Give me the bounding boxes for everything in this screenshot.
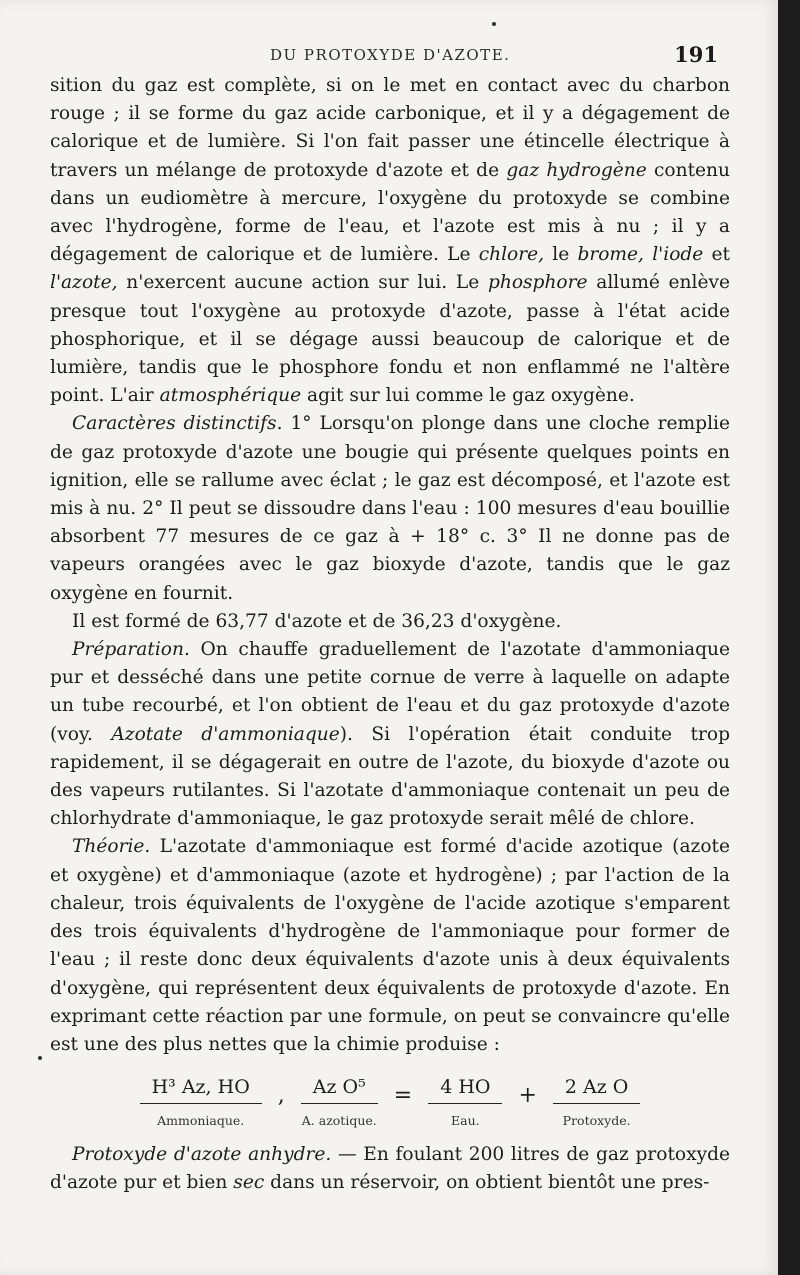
page-number: 191 xyxy=(674,42,718,67)
formula-equals: = xyxy=(393,1083,413,1108)
formula-plus: + xyxy=(518,1083,537,1108)
chemical-equation xyxy=(50,1073,730,1135)
paragraph-preparation: Préparation. On chauffe graduellement de l'azotate d'ammoniaque pur et desséché dans une petite cornue de verre à laquelle on adapte un tube recourbé, et l'on obtient de l'eau et du gaz protoxyde d'azote (voy. Azotate d'ammoniaque). Si l'opération était conduite trop rapidement, il se dégagerait en outre de l'azote, du bioxyde d'azote ou des vapeurs rutilantes. Si l'azotate d'ammoniaque contenait un peu de chlorhydrate d'ammoniaque, le gaz protoxyde serait mêlé de chlore. xyxy=(50,639,730,830)
formula-term-eau: $\frac{4 HO}{\text{Eau.}}$ xyxy=(428,1073,502,1135)
paragraph-theory: Théorie. L'azotate d'ammoniaque est formé d'acide azotique (azote et oxygène) et d'ammoniaque (azote et hydrogène) ; par l'action de la chaleur, trois équivalents de l'oxygène de l'acide azotique s'emparent des trois équivalents d'hydrogène de l'ammoniaque pour former de l'eau ; il reste donc deux équivalents d'azote unis à deux équivalents d'oxygène, qui représentent deux équivalents de protoxyde d'azote. En exprimant cette réaction par une formule, on peut se convaincre qu'elle est une des plus nettes que la chimie produise : xyxy=(50,836,730,1055)
formula-term-ammoniaque: $\frac{\text{H³ Az, HO}}{\text{Ammoniaque.}}$ xyxy=(140,1073,262,1135)
section-lead-anhydre: Protoxyde d'azote anhydre. xyxy=(72,1144,332,1166)
section-lead-preparation: Préparation. xyxy=(72,639,190,661)
formula-term-acide-azotique: $\frac{\text{Az O⁵}}{\text{A. azotique.}}$ xyxy=(301,1073,378,1135)
body-text xyxy=(50,72,730,1198)
section-lead-theorie: Théorie. xyxy=(72,836,151,858)
formula-comma: , xyxy=(277,1083,285,1108)
ink-speck xyxy=(492,22,496,26)
paragraph-distinctive-characters: Caractères distinctifs. 1° Lorsqu'on plonge dans une cloche remplie de gaz protoxyde d'azote une bougie qui présente quelques points en ignition, elle se rallume avec éclat ; le gaz est décomposé, et l'azote est mis à nu. 2° Il peut se dissoudre dans l'eau : 100 mesures d'eau bouillie absorbent 77 mesures de ce gaz à + 18° c. 3° Il ne donne pas de vapeurs orangées avec le gaz bioxyde d'azote, tandis que le gaz oxygène en fournit. xyxy=(50,413,730,604)
section-lead-caracteres: Caractères distinctifs. xyxy=(72,413,283,435)
running-title: DU PROTOXYDE D'AZOTE. xyxy=(270,46,511,64)
formula-term-protoxyde: $\frac{\text{2 Az O}}{\text{Protoxyde.}}$ xyxy=(553,1073,640,1135)
paragraph-reactions: sition du gaz est complète, si on le met en contact avec du charbon rouge ; il se forme du gaz acide carbonique, et il y a dégagement de calorique et de lumière. Si l'on fait passer une étincelle électrique à travers un mélange de protoxyde d'azote et de gaz hydrogène contenu dans un eudiomètre à mercure, l'oxygène du protoxyde se combine avec l'hydrogène, forme de l'eau, et l'azote est mis à nu ; il y a dégagement de calorique et de lumière. Le chlore, le brome, l'iode et l'azote, n'exercent aucune action sur lui. Le phosphore allumé enlève presque tout l'oxygène au protoxyde d'azote, passe à l'état acide phosphorique, et il se dégage aussi beaucoup de calorique et de lumière, tandis que le phosphore fondu et non enflammé ne l'altère point. L'air atmosphérique agit sur lui comme le gaz oxygène. xyxy=(50,75,730,407)
page-header xyxy=(60,44,728,70)
paragraph-composition: Il est formé de 63,77 d'azote et de 36,23 d'oxygène. xyxy=(72,610,562,632)
ink-speck xyxy=(38,1056,42,1060)
paragraph-anhydrous: Protoxyde d'azote anhydre. — En foulant 200 litres de gaz protoxyde d'azote pur et bien sec dans un réservoir, on obtient bientôt une pres- xyxy=(50,1144,731,1194)
